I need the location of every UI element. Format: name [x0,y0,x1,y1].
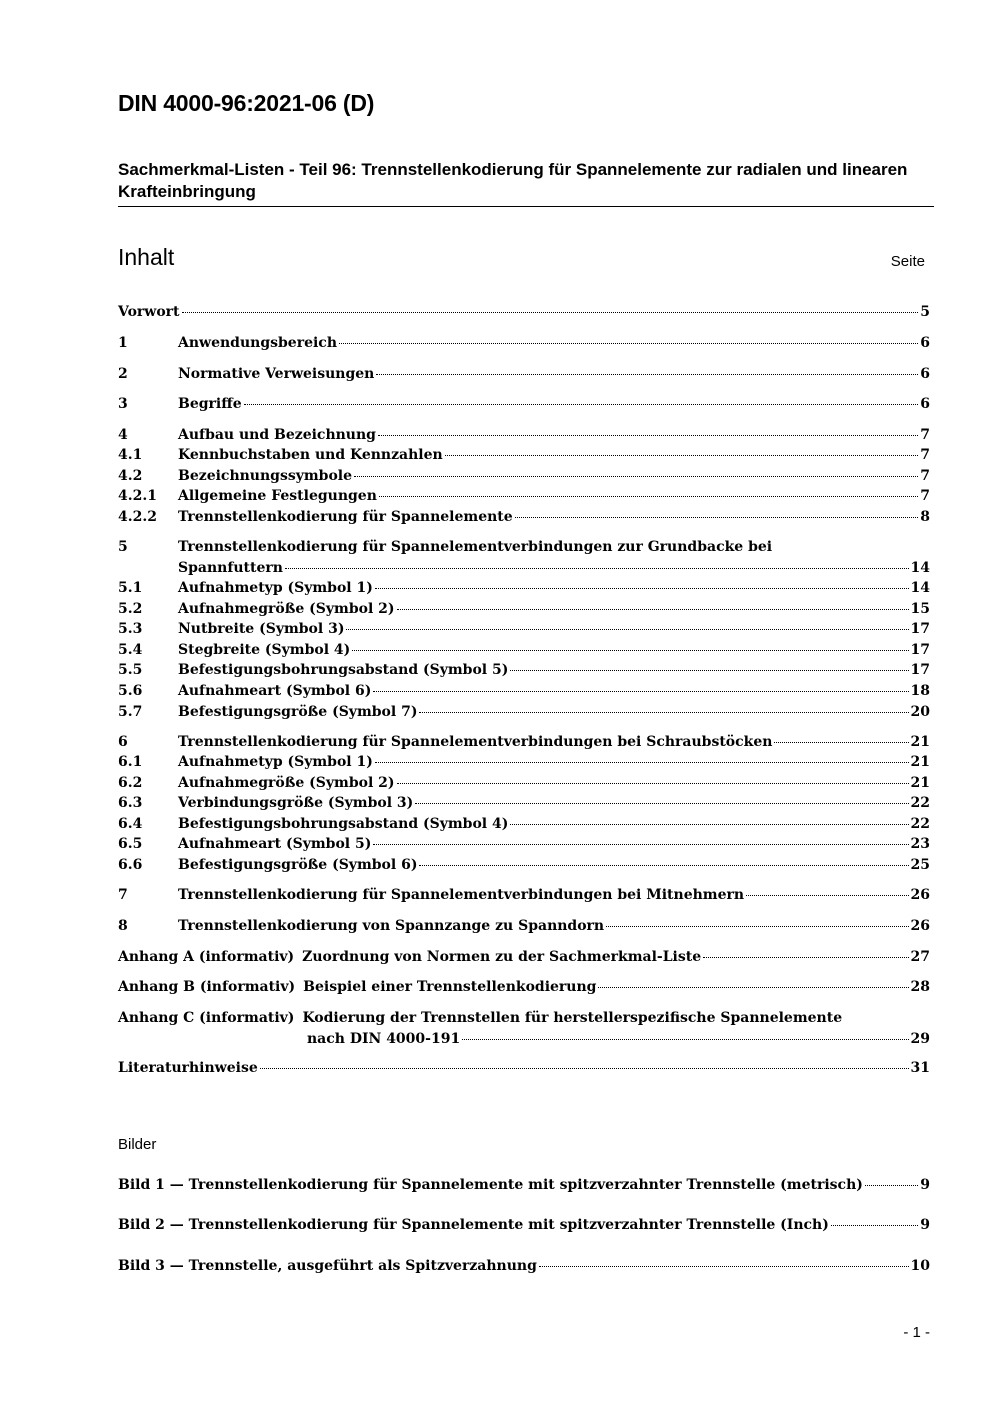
page-reference: 5 [920,304,930,320]
dot-leader [346,629,908,630]
toc-entry-title: Befestigungsbohrungsabstand (Symbol 4) [178,816,509,832]
toc-entry[interactable] [118,302,930,322]
toc-entry[interactable] [118,732,930,752]
contents-heading: Inhalt [118,244,175,270]
toc-entry-title: Trennstellenkodierung für Spannelemente [178,509,513,525]
dot-leader [182,312,919,313]
toc-entry-title: Trennstellenkodierung von Spannzange zu Spanndorn [178,918,605,934]
figure-entry-title: Bild 3 — Trennstelle, ausgeführt als Spitzverzahnung [118,1258,537,1274]
toc-entry[interactable] [118,1058,930,1078]
toc-entry-continuation[interactable] [118,1029,930,1049]
toc-entry-number: 6.6 [118,857,143,873]
page-column-label: Seite [890,253,925,270]
page-reference: 14 [910,580,930,596]
page-reference: 21 [910,734,930,750]
page-reference: 28 [910,979,930,995]
page-reference: 22 [910,816,930,832]
page-reference: 14 [910,560,930,576]
toc-entry-number: 4.1 [118,447,143,463]
page-reference: 10 [910,1258,930,1274]
toc-entry-title: Aufnahmegröße (Symbol 2) [178,775,395,791]
toc-entry[interactable] [118,1008,930,1028]
toc-entry[interactable] [118,578,930,598]
toc-entry-title: Normative Verweisungen [178,366,375,382]
dot-leader [703,957,908,958]
toc-entry-title: Verbindungsgröße (Symbol 3) [178,795,414,811]
toc-entry-title: Aufbau und Bezeichnung [178,427,376,443]
page-reference: 29 [910,1031,930,1047]
page-reference: 6 [920,366,930,382]
toc-entry-number: 2 [118,366,128,382]
dot-leader [462,1039,908,1040]
toc-entry-number: 6.5 [118,836,143,852]
figure-entry-title: Bild 1 — Trennstellenkodierung für Spannelemente mit spitzverzahnter Trennstelle (metrisch) [118,1177,863,1193]
dot-leader [397,783,909,784]
toc-entry-number: 4.2.1 [118,488,157,504]
page-reference: 7 [920,447,930,463]
toc-entry-title: Aufnahmetyp (Symbol 1) [178,754,373,770]
toc-entry-title: Befestigungsgröße (Symbol 7) [178,704,418,720]
toc-entry-title-continued: nach DIN 4000-191 [307,1031,461,1047]
dot-leader [515,517,919,518]
dot-leader [352,650,908,651]
page-reference: 6 [920,335,930,351]
dot-leader [376,374,918,375]
toc-entry-title: Trennstellenkodierung für Spannelementverbindungen zur Grundbacke bei [178,539,773,555]
toc-entry[interactable] [118,773,930,793]
dot-leader [375,588,909,589]
dot-leader [865,1185,918,1186]
toc-entry-title: Anwendungsbereich [178,335,337,351]
toc-entry-number: Anhang C (informativ) [118,1010,295,1026]
page-reference: 31 [910,1060,930,1076]
toc-entry[interactable] [118,814,930,834]
toc-entry[interactable] [118,640,930,660]
page-reference: 26 [910,918,930,934]
toc-entry-number: 5.1 [118,580,143,596]
page-reference: 8 [920,509,930,525]
page-reference: 18 [910,683,930,699]
page-reference: 6 [920,396,930,412]
page-reference: 9 [920,1177,930,1193]
page-reference: 15 [910,601,930,617]
toc-entry-title: Aufnahmegröße (Symbol 2) [178,601,395,617]
document-subtitle: Sachmerkmal-Listen - Teil 96: Trennstellenkodierung für Spannelemente zur radialen und linearen Krafteinbringung [118,160,908,201]
dot-leader [375,762,909,763]
toc-entry-continuation[interactable] [118,558,930,578]
page-reference: 7 [920,427,930,443]
dot-leader [510,824,908,825]
toc-entry-title: Kodierung der Trennstellen für herstellerspezifische Spannelemente [302,1010,843,1026]
toc-entry-number: 5 [118,539,128,555]
page-reference: 7 [920,468,930,484]
page-reference: 17 [910,662,930,678]
page-reference: 20 [910,704,930,720]
dot-leader [746,895,908,896]
dot-leader [260,1068,909,1069]
dot-leader [419,865,908,866]
dot-leader [510,670,908,671]
toc-entry-title: Befestigungsbohrungsabstand (Symbol 5) [178,662,509,678]
toc-entry-number: 5.4 [118,642,143,658]
page-reference: 21 [910,754,930,770]
figures-heading: Bilder [118,1136,157,1153]
toc-entry-number: Anhang A (informativ) [118,949,295,965]
toc-entry-title: Begriffe [178,396,242,412]
toc-entry-title: Allgemeine Festlegungen [178,488,377,504]
toc-entry[interactable] [118,702,930,722]
toc-entry-number: 4.2 [118,468,143,484]
toc-entry[interactable] [118,394,930,414]
toc-entry[interactable] [118,977,930,997]
dot-leader [598,987,908,988]
toc-entry-number: 4.2.2 [118,509,157,525]
toc-entry[interactable] [118,660,930,680]
toc-entry-title: Nutbreite (Symbol 3) [178,621,345,637]
page-reference: 17 [910,621,930,637]
toc-entry-number: 7 [118,887,128,903]
toc-entry[interactable] [118,855,930,875]
toc-entry[interactable] [118,793,930,813]
dot-leader [244,404,919,405]
toc-entry-number: 6.3 [118,795,143,811]
dot-leader [539,1266,909,1267]
toc-entry-title: Beispiel einer Trennstellenkodierung [303,979,597,995]
figure-entry[interactable] [118,1175,930,1195]
dot-leader [831,1225,918,1226]
toc-entry-title: Trennstellenkodierung für Spannelementverbindungen bei Mitnehmern [178,887,745,903]
toc-entry-title: Vorwort [118,304,180,320]
toc-entry[interactable] [118,445,930,465]
toc-entry[interactable] [118,537,930,557]
toc-entry-number: 5.2 [118,601,143,617]
toc-entry-number: 3 [118,396,128,412]
toc-entry[interactable] [118,486,930,506]
page-reference: 26 [910,887,930,903]
dot-leader [606,926,908,927]
toc-entry-number: 6.4 [118,816,143,832]
page-reference: 9 [920,1217,930,1233]
toc-entry-number: 4 [118,427,128,443]
toc-entry[interactable] [118,364,930,384]
toc-entry[interactable] [118,947,930,967]
toc-entry[interactable] [118,752,930,772]
dot-leader [373,691,908,692]
dot-leader [373,844,908,845]
page-reference: 23 [910,836,930,852]
toc-entry-number: Anhang B (informativ) [118,979,296,995]
figure-entry[interactable] [118,1256,930,1276]
dot-leader [415,803,908,804]
figure-entry[interactable] [118,1215,930,1235]
title-divider [118,206,934,207]
dot-leader [339,343,918,344]
toc-entry[interactable] [118,834,930,854]
toc-entry[interactable] [118,885,930,905]
toc-entry-title: Literaturhinweise [118,1060,258,1076]
dot-leader [445,455,919,456]
toc-entry-number: 8 [118,918,128,934]
toc-entry[interactable] [118,507,930,527]
page-reference: 27 [910,949,930,965]
page-number: - 1 - [903,1324,930,1341]
toc-entry-title: Trennstellenkodierung für Spannelementverbindungen bei Schraubstöcken [178,734,773,750]
page-reference: 21 [910,775,930,791]
toc-entry-title: Aufnahmeart (Symbol 5) [178,836,372,852]
toc-entry-title: Kennbuchstaben und Kennzahlen [178,447,443,463]
dot-leader [774,742,908,743]
toc-entry-number: 6.1 [118,754,143,770]
toc-entry-number: 1 [118,335,128,351]
page-reference: 7 [920,488,930,504]
toc-entry-title: Stegbreite (Symbol 4) [178,642,351,658]
toc-entry-title: Aufnahmeart (Symbol 6) [178,683,372,699]
toc-entry-number: 5.6 [118,683,143,699]
toc-entry[interactable] [118,619,930,639]
dot-leader [354,476,918,477]
toc-entry[interactable] [118,681,930,701]
toc-entry-title: Bezeichnungssymbole [178,468,353,484]
toc-entry-number: 6.2 [118,775,143,791]
document-title: DIN 4000-96:2021-06 (D) [118,90,375,116]
dot-leader [378,435,918,436]
page-reference: 25 [910,857,930,873]
toc-entry[interactable] [118,599,930,619]
toc-entry-title-continued: Spannfuttern [178,560,283,576]
dot-leader [379,496,918,497]
page-reference: 17 [910,642,930,658]
toc-entry-number: 6 [118,734,128,750]
toc-entry-number: 5.7 [118,704,143,720]
figure-entry-title: Bild 2 — Trennstellenkodierung für Spannelemente mit spitzverzahnter Trennstelle (Inch) [118,1217,829,1233]
toc-entry-number: 5.5 [118,662,143,678]
page-reference: 22 [910,795,930,811]
toc-entry[interactable] [118,916,930,936]
toc-entry-title: Aufnahmetyp (Symbol 1) [178,580,373,596]
toc-entry-title: Zuordnung von Normen zu der Sachmerkmal-Liste [302,949,702,965]
dot-leader [419,712,908,713]
toc-entry-number: 5.3 [118,621,143,637]
toc-entry[interactable] [118,425,930,445]
dot-leader [397,609,909,610]
toc-entry[interactable] [118,466,930,486]
toc-entry[interactable] [118,333,930,353]
toc-entry-title: Befestigungsgröße (Symbol 6) [178,857,418,873]
dot-leader [285,568,909,569]
